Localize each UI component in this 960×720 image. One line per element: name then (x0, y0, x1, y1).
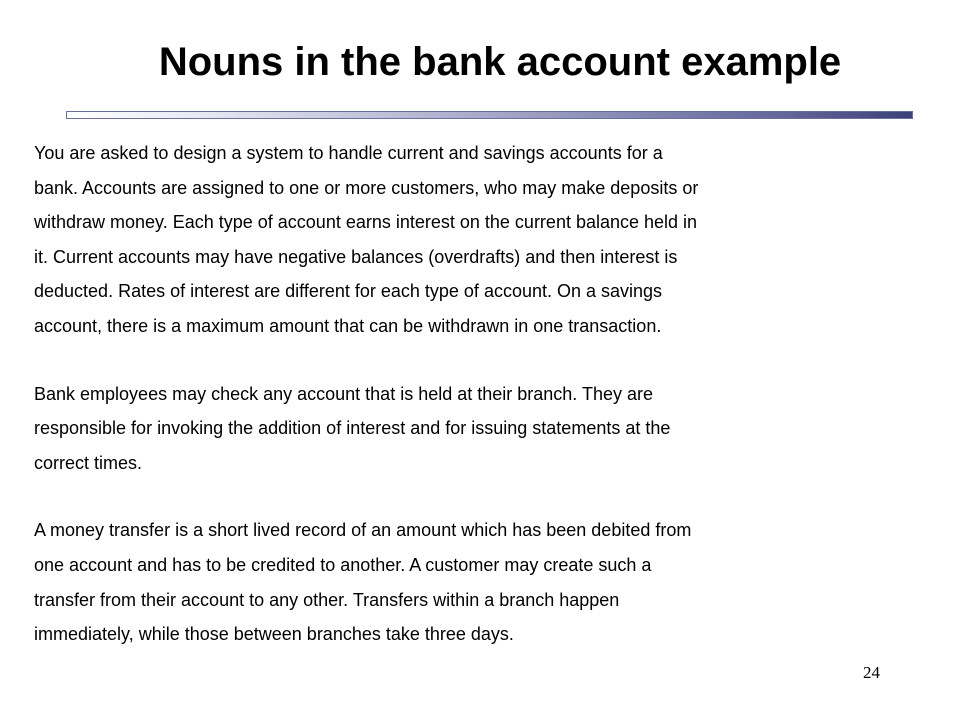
text-line: You are asked to design a system to handle current and savings accounts for a (34, 143, 663, 163)
text-line: one account and has to be credited to another. A customer may create such a (34, 554, 652, 575)
text-line: transfer from their account to any other. Transfers within a branch happen (34, 589, 620, 610)
text-line: it. Current accounts may have negative balances (overdrafts) and then interest is (34, 246, 678, 267)
text-line: A money transfer is a short lived record of an amount which has been debited from (34, 520, 692, 541)
text-line: immediately, while those between branches take three days. (34, 624, 514, 645)
page-number: 24 (863, 663, 880, 682)
text-line: account, there is a maximum amount that can be withdrawn in one transaction. (34, 315, 662, 336)
title-underline-rule (66, 111, 913, 119)
text-line: Bank employees may check any account that is held at their branch. They are (34, 383, 654, 404)
paragraph-spacer (34, 344, 926, 377)
text-line: responsible for invoking the addition of interest and for issuing statements at the (34, 418, 671, 439)
paragraph-requirements (34, 136, 926, 344)
text-line: withdraw money. Each type of account earns interest on the current balance held in (34, 212, 698, 233)
slide-body (34, 136, 926, 652)
text-line: correct times. (34, 452, 143, 473)
paragraph-spacer (34, 480, 926, 513)
slide-title: Nouns in the bank account example (158, 40, 842, 84)
paragraph-transfers (34, 513, 926, 651)
text-line: deducted. Rates of interest are different for each type of account. On a savings (34, 281, 663, 302)
paragraph-employees (34, 377, 926, 481)
text-line: bank. Accounts are assigned to one or more customers, who may make deposits or (34, 177, 699, 198)
